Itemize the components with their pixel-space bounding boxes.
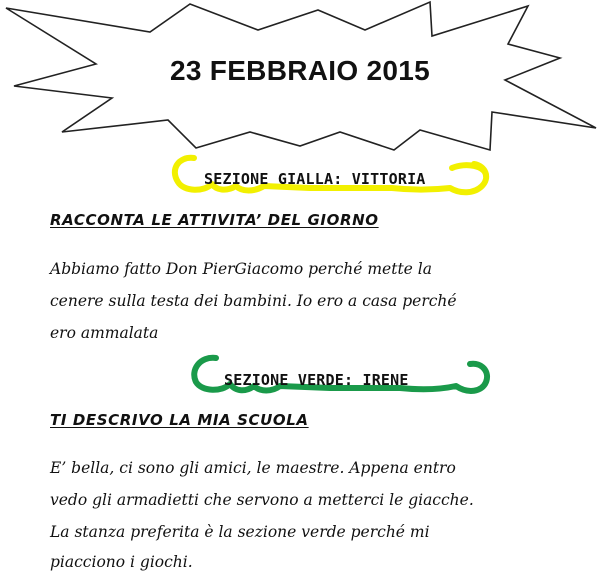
paragraph-line: ero ammalata	[50, 324, 159, 342]
paragraph-line: cenere sulla testa dei bambini. Io ero a casa perché	[50, 292, 457, 310]
section-header-green: SEZIONE VERDE: IRENE	[224, 371, 409, 389]
subheading-school: TI DESCRIVO LA MIA SCUOLA	[50, 411, 309, 429]
subheading-activities: RACCONTA LE ATTIVITA’ DEL GIORNO	[50, 211, 379, 229]
paragraph-line: vedo gli armadietti che servono a metterci le giacche.	[50, 491, 474, 509]
paragraph-line: piacciono i giochi.	[50, 553, 193, 571]
paragraph-line: La stanza preferita è la sezione verde perché mi	[50, 523, 430, 541]
paragraph-line: E’ bella, ci sono gli amici, le maestre. Appena entro	[50, 459, 456, 477]
paragraph-line: Abbiamo fatto Don PierGiacomo perché mette la	[50, 260, 432, 278]
section-header-yellow: SEZIONE GIALLA: VITTORIA	[204, 170, 426, 188]
page-title: 23 FEBBRAIO 2015	[169, 55, 430, 86]
